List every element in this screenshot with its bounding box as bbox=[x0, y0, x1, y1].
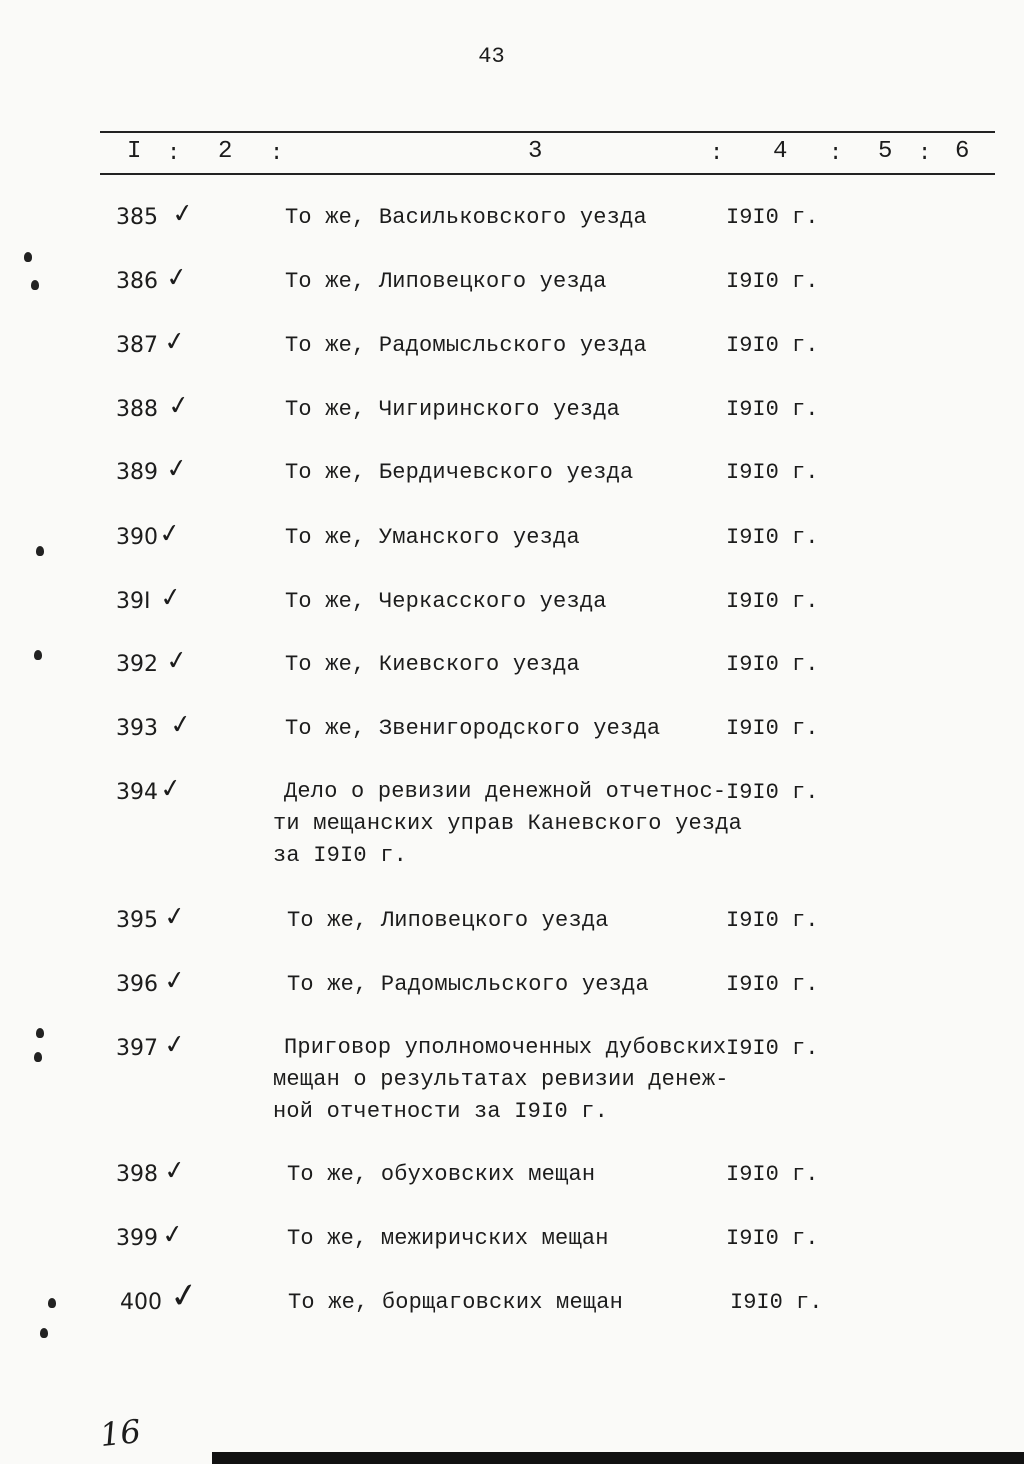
punch-mark bbox=[31, 280, 39, 290]
item-year: I9I0 г. bbox=[726, 1226, 819, 1251]
description-line: Дело о ревизии денежной отчетнос- bbox=[284, 779, 727, 804]
item-number: 386 bbox=[116, 269, 158, 294]
item-number: 395 bbox=[116, 908, 158, 933]
col-separator: : bbox=[270, 141, 284, 166]
col-header-2: 2 bbox=[218, 138, 233, 165]
item-year: I9I0 г. bbox=[726, 716, 819, 741]
item-year: I9I0 г. bbox=[726, 205, 819, 230]
item-number: 399 bbox=[116, 1226, 158, 1251]
item-number: 385 bbox=[116, 205, 158, 230]
checkmark-icon: ✓ bbox=[164, 261, 190, 295]
item-description: То же, межиричских мещан bbox=[287, 1226, 609, 1251]
item-year: I9I0 г. bbox=[726, 333, 819, 358]
checkmark-icon: ✓ bbox=[170, 197, 196, 231]
item-year: I9I0 г. bbox=[726, 1036, 819, 1061]
item-description: То же, Васильковского уезда bbox=[285, 205, 647, 230]
col-separator: : bbox=[918, 141, 932, 166]
checkmark-icon: ✓ bbox=[166, 389, 192, 423]
scan-edge-bar bbox=[212, 1452, 1024, 1464]
punch-mark bbox=[40, 1328, 48, 1338]
col-separator: : bbox=[167, 141, 181, 166]
checkmark-icon: ✓ bbox=[162, 900, 188, 934]
item-description bbox=[273, 776, 742, 872]
item-description: То же, Липовецкого уезда bbox=[285, 269, 607, 294]
checkmark-icon: ✓ bbox=[167, 1274, 202, 1318]
col-separator: : bbox=[829, 141, 843, 166]
item-number: 392 bbox=[116, 652, 158, 677]
header-top-rule bbox=[100, 131, 995, 133]
item-number: 390 bbox=[116, 525, 158, 550]
punch-mark bbox=[24, 252, 32, 262]
col-header-5: 5 bbox=[878, 138, 893, 165]
item-description: То же, Уманского уезда bbox=[285, 525, 580, 550]
item-description: То же, Киевского уезда bbox=[285, 652, 580, 677]
item-number: 388 bbox=[116, 397, 158, 422]
item-year: I9I0 г. bbox=[726, 1162, 819, 1187]
item-description: То же, Звенигородского уезда bbox=[285, 716, 661, 741]
punch-mark bbox=[36, 1028, 44, 1038]
header-bottom-rule bbox=[100, 173, 995, 175]
description-line: ной отчетности за I9I0 г. bbox=[273, 1099, 609, 1124]
item-description bbox=[273, 1032, 729, 1128]
item-number: 394 bbox=[116, 780, 158, 805]
item-number: 398 bbox=[116, 1162, 158, 1187]
checkmark-icon: ✓ bbox=[168, 708, 194, 742]
item-year: I9I0 г. bbox=[730, 1290, 823, 1315]
col-separator: : bbox=[710, 141, 724, 166]
item-description: То же, Черкасского уезда bbox=[285, 589, 607, 614]
punch-mark bbox=[34, 650, 42, 660]
checkmark-icon: ✓ bbox=[162, 1154, 188, 1188]
item-year: I9I0 г. bbox=[726, 972, 819, 997]
item-year: I9I0 г. bbox=[726, 460, 819, 485]
item-description: То же, Бердичевского уезда bbox=[285, 460, 634, 485]
checkmark-icon: ✓ bbox=[158, 581, 184, 615]
item-year: I9I0 г. bbox=[726, 589, 819, 614]
item-year: I9I0 г. bbox=[726, 780, 819, 805]
item-number: 389 bbox=[116, 460, 158, 485]
item-year: I9I0 г. bbox=[726, 525, 819, 550]
item-description: То же, обуховских мещан bbox=[287, 1162, 596, 1187]
punch-mark bbox=[36, 546, 44, 556]
item-description: То же, Радомысльского уезда bbox=[285, 333, 647, 358]
checkmark-icon: ✓ bbox=[158, 772, 184, 806]
item-year: I9I0 г. bbox=[726, 269, 819, 294]
item-description: То же, Липовецкого уезда bbox=[287, 908, 609, 933]
item-number: 39I bbox=[116, 589, 151, 614]
handwritten-sheet-number: 16 bbox=[98, 1411, 143, 1455]
item-description: То же, Радомысльского уезда bbox=[287, 972, 649, 997]
item-number: 400 bbox=[120, 1290, 162, 1315]
item-description: То же, Чигиринского уезда bbox=[285, 397, 621, 422]
item-number: 393 bbox=[116, 716, 158, 741]
col-header-3: 3 bbox=[528, 138, 543, 165]
item-number: 387 bbox=[116, 333, 158, 358]
col-header-1: I bbox=[127, 138, 142, 165]
checkmark-icon: ✓ bbox=[160, 1218, 186, 1252]
item-year: I9I0 г. bbox=[726, 652, 819, 677]
item-year: I9I0 г. bbox=[726, 908, 819, 933]
page-number: 43 bbox=[478, 44, 505, 69]
col-header-6: 6 bbox=[955, 138, 970, 165]
checkmark-icon: ✓ bbox=[157, 517, 183, 551]
punch-mark bbox=[34, 1052, 42, 1062]
checkmark-icon: ✓ bbox=[162, 325, 188, 359]
description-line: Приговор уполномоченных дубовских bbox=[284, 1035, 727, 1060]
punch-mark bbox=[48, 1298, 56, 1308]
col-header-4: 4 bbox=[773, 138, 788, 165]
description-line: ти мещанских управ Каневского уезда bbox=[273, 811, 743, 836]
checkmark-icon: ✓ bbox=[162, 964, 188, 998]
checkmark-icon: ✓ bbox=[164, 452, 190, 486]
item-number: 397 bbox=[116, 1036, 158, 1061]
checkmark-icon: ✓ bbox=[162, 1028, 188, 1062]
description-line: мещан о результатах ревизии денеж- bbox=[273, 1067, 729, 1092]
item-description: То же, борщаговских мещан bbox=[288, 1290, 624, 1315]
item-number: 396 bbox=[116, 972, 158, 997]
description-line: за I9I0 г. bbox=[273, 843, 408, 868]
checkmark-icon: ✓ bbox=[164, 644, 190, 678]
item-year: I9I0 г. bbox=[726, 397, 819, 422]
